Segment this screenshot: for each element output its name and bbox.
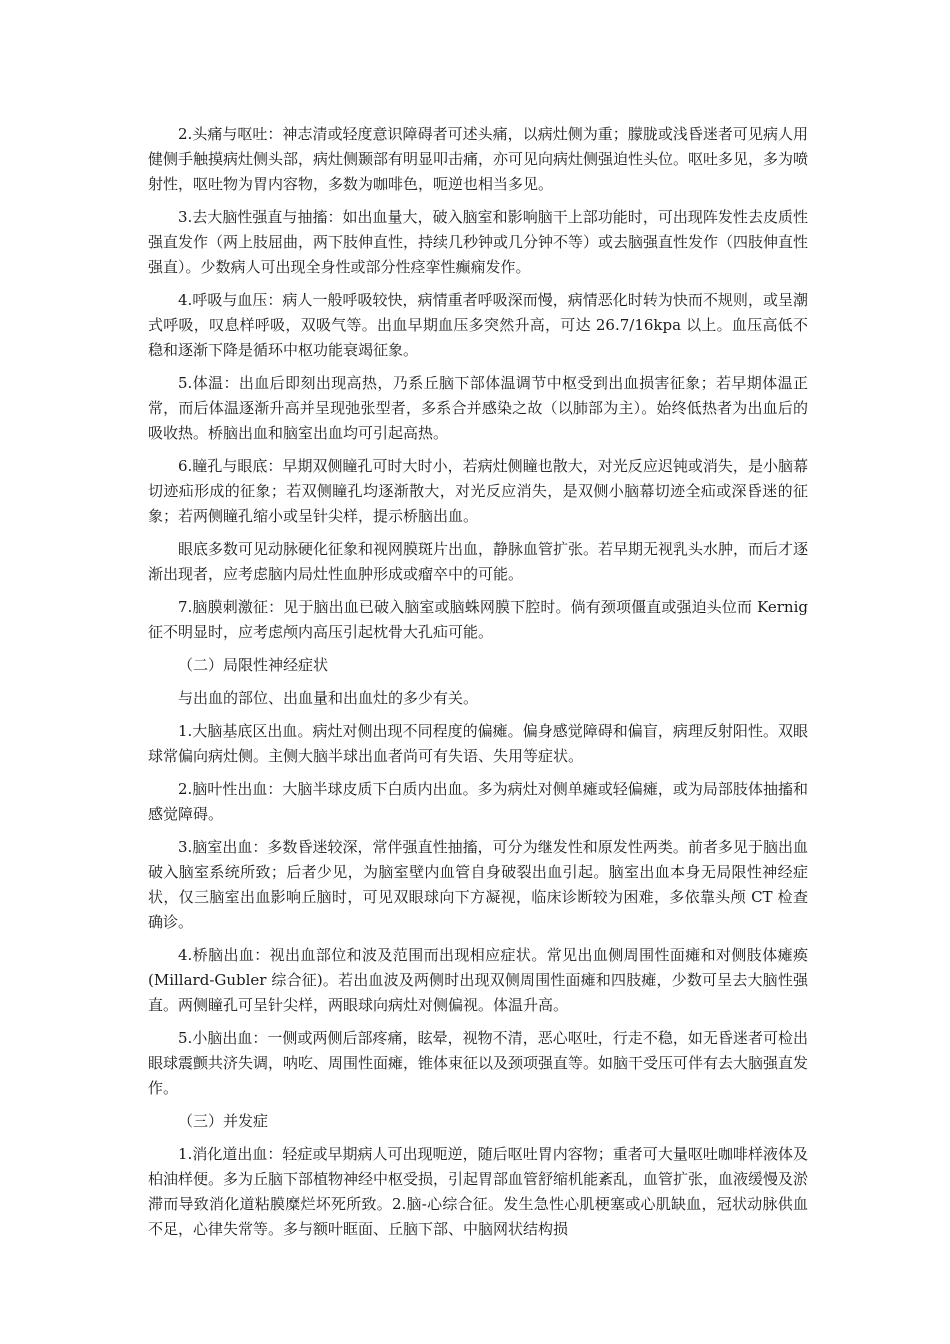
paragraph-meningeal-irritation: 7.脑膜刺激征：见于脑出血已破入脑室或脑蛛网膜下腔时。倘有颈项僵直或强迫头位而 Kernig 征不明显时，应考虑颅内高压引起枕骨大孔疝可能。 bbox=[148, 598, 808, 641]
paragraph-fundus-findings: 眼底多数可见动脉硬化征象和视网膜斑片出血，静脉血管扩张。若早期无视乳头水肿，而后才逐渐出现者，应考虑脑内局灶性血肿形成或瘤卒中的可能。 bbox=[148, 540, 809, 583]
paragraph-ventricular-hemorrhage: 3.脑室出血：多数昏迷较深，常伴强直性抽搐，可分为继发性和原发性两类。前者多见于脑出血破入脑室系统所致；后者少见，为脑室壁内血管自身破裂出血引起。脑室出血本身无局限性神经症状，仅三脑室出血影响丘脑时，可见双眼球向下方凝视，临床诊断较为困难，多依靠头颅 CT 检查确诊。 bbox=[148, 838, 808, 931]
section-heading-complications: （三）并发症 bbox=[178, 1112, 269, 1130]
paragraph-pupil-fundus: 6.瞳孔与眼底：早期双侧瞳孔可时大时小，若病灶侧瞳也散大，对光反应迟钝或消失，是小脑幕切迹疝形成的征象；若双侧瞳孔均逐渐散大，对光反应消失，是双侧小脑幕切迹全疝或深昏迷的征象；若两侧瞳孔缩小或呈针尖样，提示桥脑出血。 bbox=[148, 457, 808, 525]
paragraph-body-temperature: 5.体温：出血后即刻出现高热，乃系丘脑下部体温调节中枢受到出血损害征象；若早期体温正常，而后体温逐渐升高并呈现弛张型者，多系合并感染之故（以肺部为主）。始终低热者为出血后的吸收热。桥脑出血和脑室出血均可引起高热。 bbox=[148, 374, 808, 442]
paragraph-decerebrate-rigidity: 3.去大脑性强直与抽搐：如出血量大，破入脑室和影响脑干上部功能时，可出现阵发性去皮质性强直发作（两上肢屈曲，两下肢伸直性，持续几秒钟或几分钟不等）或去脑强直性发作（四肢伸直性强直）。少数病人可出现全身性或部分性痉挛性癫痫发作。 bbox=[148, 208, 809, 276]
paragraph-basal-ganglia-hemorrhage: 1.大脑基底区出血。病灶对侧出现不同程度的偏瘫。偏身感觉障碍和偏盲，病理反射阳性。双眼球常偏向病灶侧。主侧大脑半球出血者尚可有失语、失用等症状。 bbox=[148, 722, 808, 765]
paragraph-lobar-hemorrhage: 2.脑叶性出血：大脑半球皮质下白质内出血。多为病灶对侧单瘫或轻偏瘫，或为局部肢体抽搐和感觉障碍。 bbox=[148, 780, 808, 823]
paragraph-pontine-hemorrhage: 4.桥脑出血：视出血部位和波及范围而出现相应症状。常见出血侧周围性面瘫和对侧肢体瘫痪(Millard-Gubler 综合征)。若出血波及两侧时出现双侧周围性面瘫和四肢瘫，少数可呈去大脑性强直。两侧瞳孔可呈针尖样，两眼球向病灶对侧偏视。体温升高。 bbox=[148, 946, 808, 1014]
paragraph-cerebellar-hemorrhage: 5.小脑出血：一侧或两侧后部疼痛，眩晕，视物不清，恶心呕吐，行走不稳，如无昏迷者可检出眼球震颤共济失调，呐吃、周围性面瘫，锥体束征以及颈项强直等。如脑干受压可伴有去大脑强直发作。 bbox=[148, 1029, 809, 1097]
paragraph-gi-bleeding: 1.消化道出血：轻症或早期病人可出现呃逆，随后呕吐胃内容物；重者可大量呕吐咖啡样液体及柏油样便。多为丘脑下部植物神经中枢受损，引起胃部血管舒缩机能紊乱，血管扩张，血液缓慢及淤滞而导致消化道粘膜糜烂坏死所致。2.脑-心综合征。发生急性心肌梗塞或心肌缺血，冠状动脉供血不足，心律失常等。多与额叶眶面、丘脑下部、中脑网状结构损 bbox=[148, 1145, 809, 1238]
document-body bbox=[148, 122, 808, 1250]
section-heading-focal-symptoms: （二）局限性神经症状 bbox=[178, 656, 329, 674]
paragraph-headache-vomiting: 2.头痛与呕吐：神志清或轻度意识障碍者可述头痛，以病灶侧为重；朦胧或浅昏迷者可见病人用健侧手触摸病灶侧头部，病灶侧颞部有明显叩击痛，亦可见向病灶侧强迫性头位。呕吐多见，多为喷射性，呕吐物为胃内容物，多数为咖啡色，呃逆也相当多见。 bbox=[148, 125, 809, 193]
paragraph-respiration-blood-pressure: 4.呼吸与血压：病人一般呼吸较快，病情重者呼吸深而慢，病情恶化时转为快而不规则，或呈潮式呼吸，叹息样呼吸，双吸气等。出血早期血压多突然升高，可达 26.7/16kpa 以上。血压高低不稳和逐渐下降是循环中枢功能衰竭征象。 bbox=[148, 291, 808, 359]
paragraph-focal-intro: 与出血的部位、出血量和出血灶的多少有关。 bbox=[178, 689, 479, 707]
